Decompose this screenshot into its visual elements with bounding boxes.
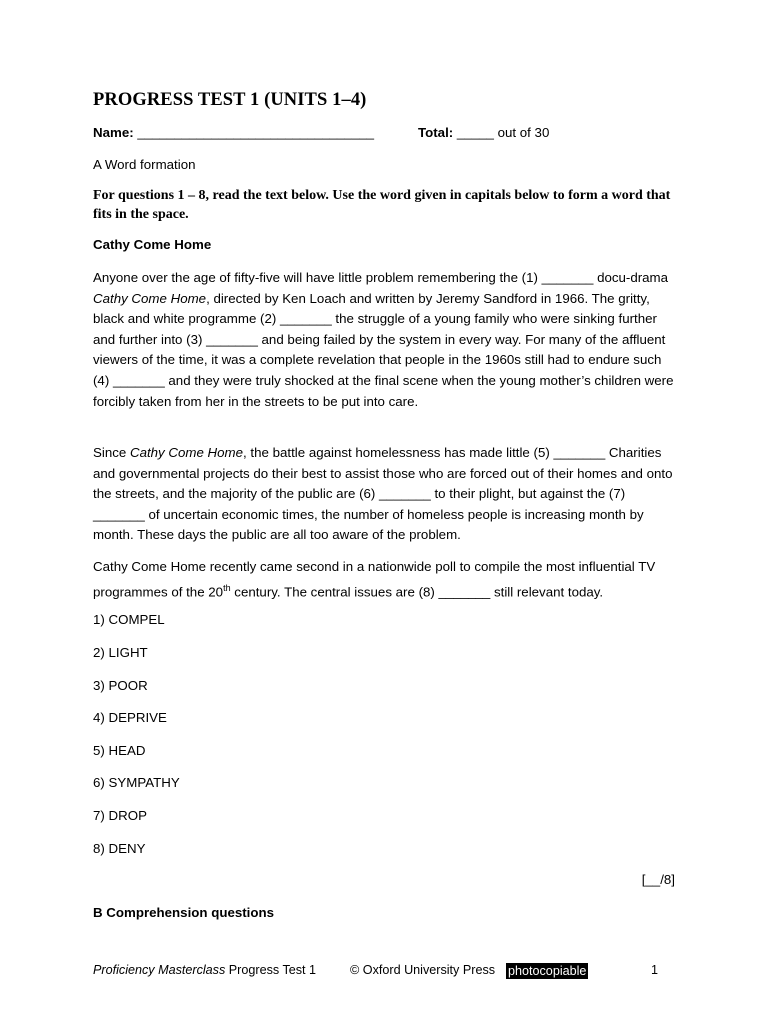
word-item: 2) LIGHT: [93, 645, 148, 660]
total-suffix: out of 30: [493, 125, 550, 140]
instructions: For questions 1 – 8, read the text below. Use the word given in capitals below to form a word that fits in the space.: [93, 188, 671, 222]
paragraph-1-italic: Cathy Come Home: [93, 290, 207, 306]
paragraph-1: [93, 268, 678, 412]
paragraph-3-superscript: th: [223, 582, 231, 593]
paragraph-1-text-b: , directed by Ken Loach and written by Jeremy Sandford in 1966. The gritty, black and white programme (2) _______ the struggle of a young family who were sinking further and further into (3) _______ and being failed by the system in every way. For many of the affluent viewers of the time, it was a complete revelation that people in the 1960s still had to endure such (4) _______ and they were truly shocked at the final scene when the young mother’s children were forcibly taken from her in the streets to be put into care.: [93, 290, 674, 409]
paragraph-2-text-b: , the battle against homelessness has made little (5) _______ Charities and governmental projects do their best to assist those who are forced out of their homes and onto the streets, and the majority of the public are (6) _______ to their plight, but against the (7) _______ of uncertain economic times, the number of homeless people is increasing month by month. These days the public are all too aware of the problem.: [93, 445, 673, 543]
page-title: PROGRESS TEST 1 (UNITS 1–4): [93, 90, 367, 110]
paragraph-1-text-a: Anyone over the age of fifty-five will have little problem remembering the (1) _______ docu-drama: [93, 270, 669, 285]
total-field: [418, 125, 549, 140]
photocopiable-badge: photocopiable: [508, 964, 587, 978]
name-field: [93, 125, 374, 140]
word-item: 5) HEAD: [93, 743, 146, 758]
section-a-heading: A Word formation: [93, 157, 196, 172]
total-label: Total:: [418, 125, 454, 140]
paragraph-2-text-a: Since: [93, 445, 130, 460]
word-item: 6) SYMPATHY: [93, 775, 180, 790]
paragraph-3-text-a: Cathy Come Home recently came second in a nationwide poll to compile the most influential TV programmes of the 20: [93, 559, 656, 600]
paragraph-2-italic: Cathy Come Home: [129, 445, 244, 460]
footer-copyright: © Oxford University Press: [350, 963, 496, 977]
name-blank: ________________________________: [137, 125, 375, 140]
total-blank: _____: [456, 125, 494, 140]
score-box: [__/8]: [641, 872, 675, 887]
name-total-row: [93, 125, 675, 143]
page-number: 1: [650, 963, 658, 977]
word-item: 4) DEPRIVE: [93, 710, 167, 725]
footer-book-title: Proficiency Masterclass: [93, 963, 226, 977]
footer-book: [93, 963, 316, 977]
page-footer: [93, 963, 673, 981]
footer-test-name: Progress Test 1: [225, 963, 317, 977]
section-b-heading: B Comprehension questions: [93, 905, 275, 920]
word-item: 1) COMPEL: [93, 612, 165, 627]
word-item: 3) POOR: [93, 678, 148, 693]
paragraph-2: [93, 443, 678, 546]
word-item: 7) DROP: [93, 808, 147, 823]
name-label: Name:: [93, 125, 134, 140]
word-item: 8) DENY: [93, 841, 146, 856]
paragraph-3-text-b: century. The central issues are (8) _______ still relevant today.: [230, 584, 604, 600]
paragraph-3: [93, 557, 678, 603]
passage-title: Cathy Come Home: [93, 237, 212, 252]
